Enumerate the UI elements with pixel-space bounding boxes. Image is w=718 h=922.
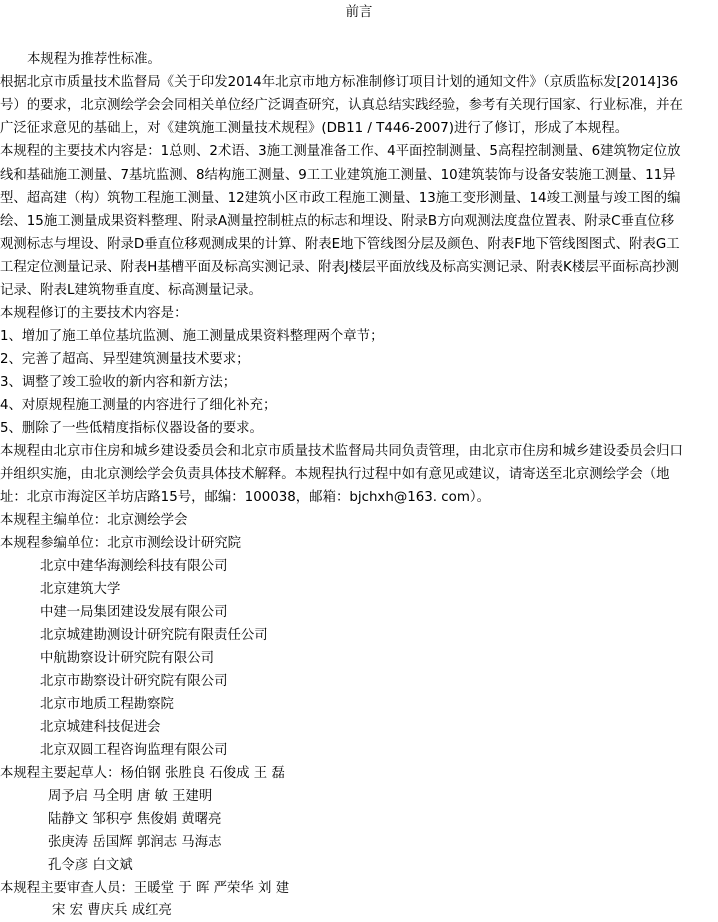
- revision-item: 2、完善了超高、异型建筑测量技术要求；: [0, 352, 250, 367]
- participating-units-label: 本规程参编单位：北京市测绘设计研究院: [0, 536, 242, 551]
- paragraph-management-line-1: 本规程由北京市住房和城乡建设委员会和北京市质量技术监督局共同负责管理，由北京市住房和城乡建设委员会归口: [0, 444, 683, 459]
- paragraph-management-line-2: 并组织实施，由北京测绘学会负责具体技术解释。本规程执行过程中如有意见或建议，请寄送至北京测绘学会（地: [0, 467, 670, 482]
- drafter-names: 陆静文 邹积亭 焦俊娟 黄曙亮: [48, 812, 222, 827]
- paragraph-content-line-5: 观测标志与埋设、附录D垂直位移观测成果的计算、附表E地下管线图分层及颜色、附表F地下管线图图式、附表G工: [0, 237, 680, 252]
- chief-unit: 本规程主编单位：北京测绘学会: [0, 513, 188, 528]
- drafter-names: 孔令彦 白文斌: [48, 858, 133, 873]
- participating-unit: 北京双圆工程咨询监理有限公司: [40, 743, 228, 758]
- reviewers-label: 本规程主要审查人员：王暖堂 于 晖 严荣华 刘 建: [0, 881, 290, 896]
- paragraph-basis-line-3: 广泛征求意见的基础上，对《建筑施工测量技术规程》(DB11 / T446-2007)进行了修订，形成了本规程。: [0, 121, 629, 136]
- participating-unit: 中航勘察设计研究院有限公司: [40, 651, 215, 666]
- participating-unit: 北京城建科技促进会: [40, 720, 161, 735]
- drafters-label: 本规程主要起草人：杨伯钢 张胜良 石俊成 王 磊: [0, 766, 285, 781]
- paragraph-content-line-6: 工程定位测量记录、附表H基槽平面及标高实测记录、附表J楼层平面放线及标高实测记录、附表K楼层平面标高抄测: [0, 260, 679, 275]
- participating-unit: 北京市地质工程勘察院: [40, 697, 174, 712]
- paragraph-basis-line-2: 号）的要求，北京测绘学会会同相关单位经广泛调查研究，认真总结实践经验，参考有关现行国家、行业标准，并在: [0, 98, 683, 113]
- paragraph-basis-line-1: 根据北京市质量技术监督局《关于印发2014年北京市地方标准制修订项目计划的通知文件》（京质监标发[2014]36: [0, 75, 679, 90]
- revision-item: 1、增加了施工单位基坑监测、施工测量成果资料整理两个章节；: [0, 329, 384, 344]
- paragraph-content-line-3: 型、超高建（构）筑物工程施工测量、12建筑小区市政工程施工测量、13施工变形测量、14竣工测量与竣工图的编: [0, 191, 681, 206]
- drafter-names: 周予启 马全明 唐 敏 王建明: [48, 789, 213, 804]
- participating-unit: 北京市勘察设计研究院有限公司: [40, 674, 228, 689]
- paragraph-revision-intro: 本规程修订的主要技术内容是：: [0, 306, 188, 321]
- paragraph-content-line-1: 本规程的主要技术内容是：1总则、2术语、3施工测量准备工作、4平面控制测量、5高程控制测量、6建筑物定位放: [0, 144, 681, 159]
- participating-unit: 北京建筑大学: [40, 582, 121, 597]
- participating-unit: 北京城建勘测设计研究院有限责任公司: [40, 628, 268, 643]
- paragraph-content-line-4: 绘、15施工测量成果资料整理、附录A测量控制桩点的标志和埋设、附录B方向观测法度盘位置表、附录C垂直位移: [0, 214, 675, 229]
- revision-item: 4、对原规程施工测量的内容进行了细化补充；: [0, 398, 277, 413]
- revision-item: 3、调整了竣工验收的新内容和新方法；: [0, 375, 237, 390]
- participating-unit: 北京中建华海测绘科技有限公司: [40, 559, 228, 574]
- drafter-names: 张庚涛 岳国辉 郭润志 马海志: [48, 835, 222, 850]
- paragraph-content-line-2: 线和基础施工测量、7基坑监测、8结构施工测量、9工工业建筑施工测量、10建筑装饰与设备安装施工测量、11异: [0, 168, 676, 183]
- paragraph-content-line-7: 记录、附表L建筑物垂直度、标高测量记录。: [0, 283, 262, 298]
- revision-item: 5、删除了一些低精度指标仪器设备的要求。: [0, 421, 263, 436]
- paragraph-intro: 本规程为推荐性标准。: [27, 52, 161, 67]
- page-title: 前言: [345, 5, 373, 20]
- paragraph-management-line-3: 址：北京市海淀区羊坊店路15号，邮编：100038，邮箱：bjchxh@163. com）。: [0, 490, 490, 505]
- participating-unit: 中建一局集团建设发展有限公司: [40, 605, 228, 620]
- reviewer-names: 宋 宏 曹庆兵 成红亮: [52, 903, 172, 918]
